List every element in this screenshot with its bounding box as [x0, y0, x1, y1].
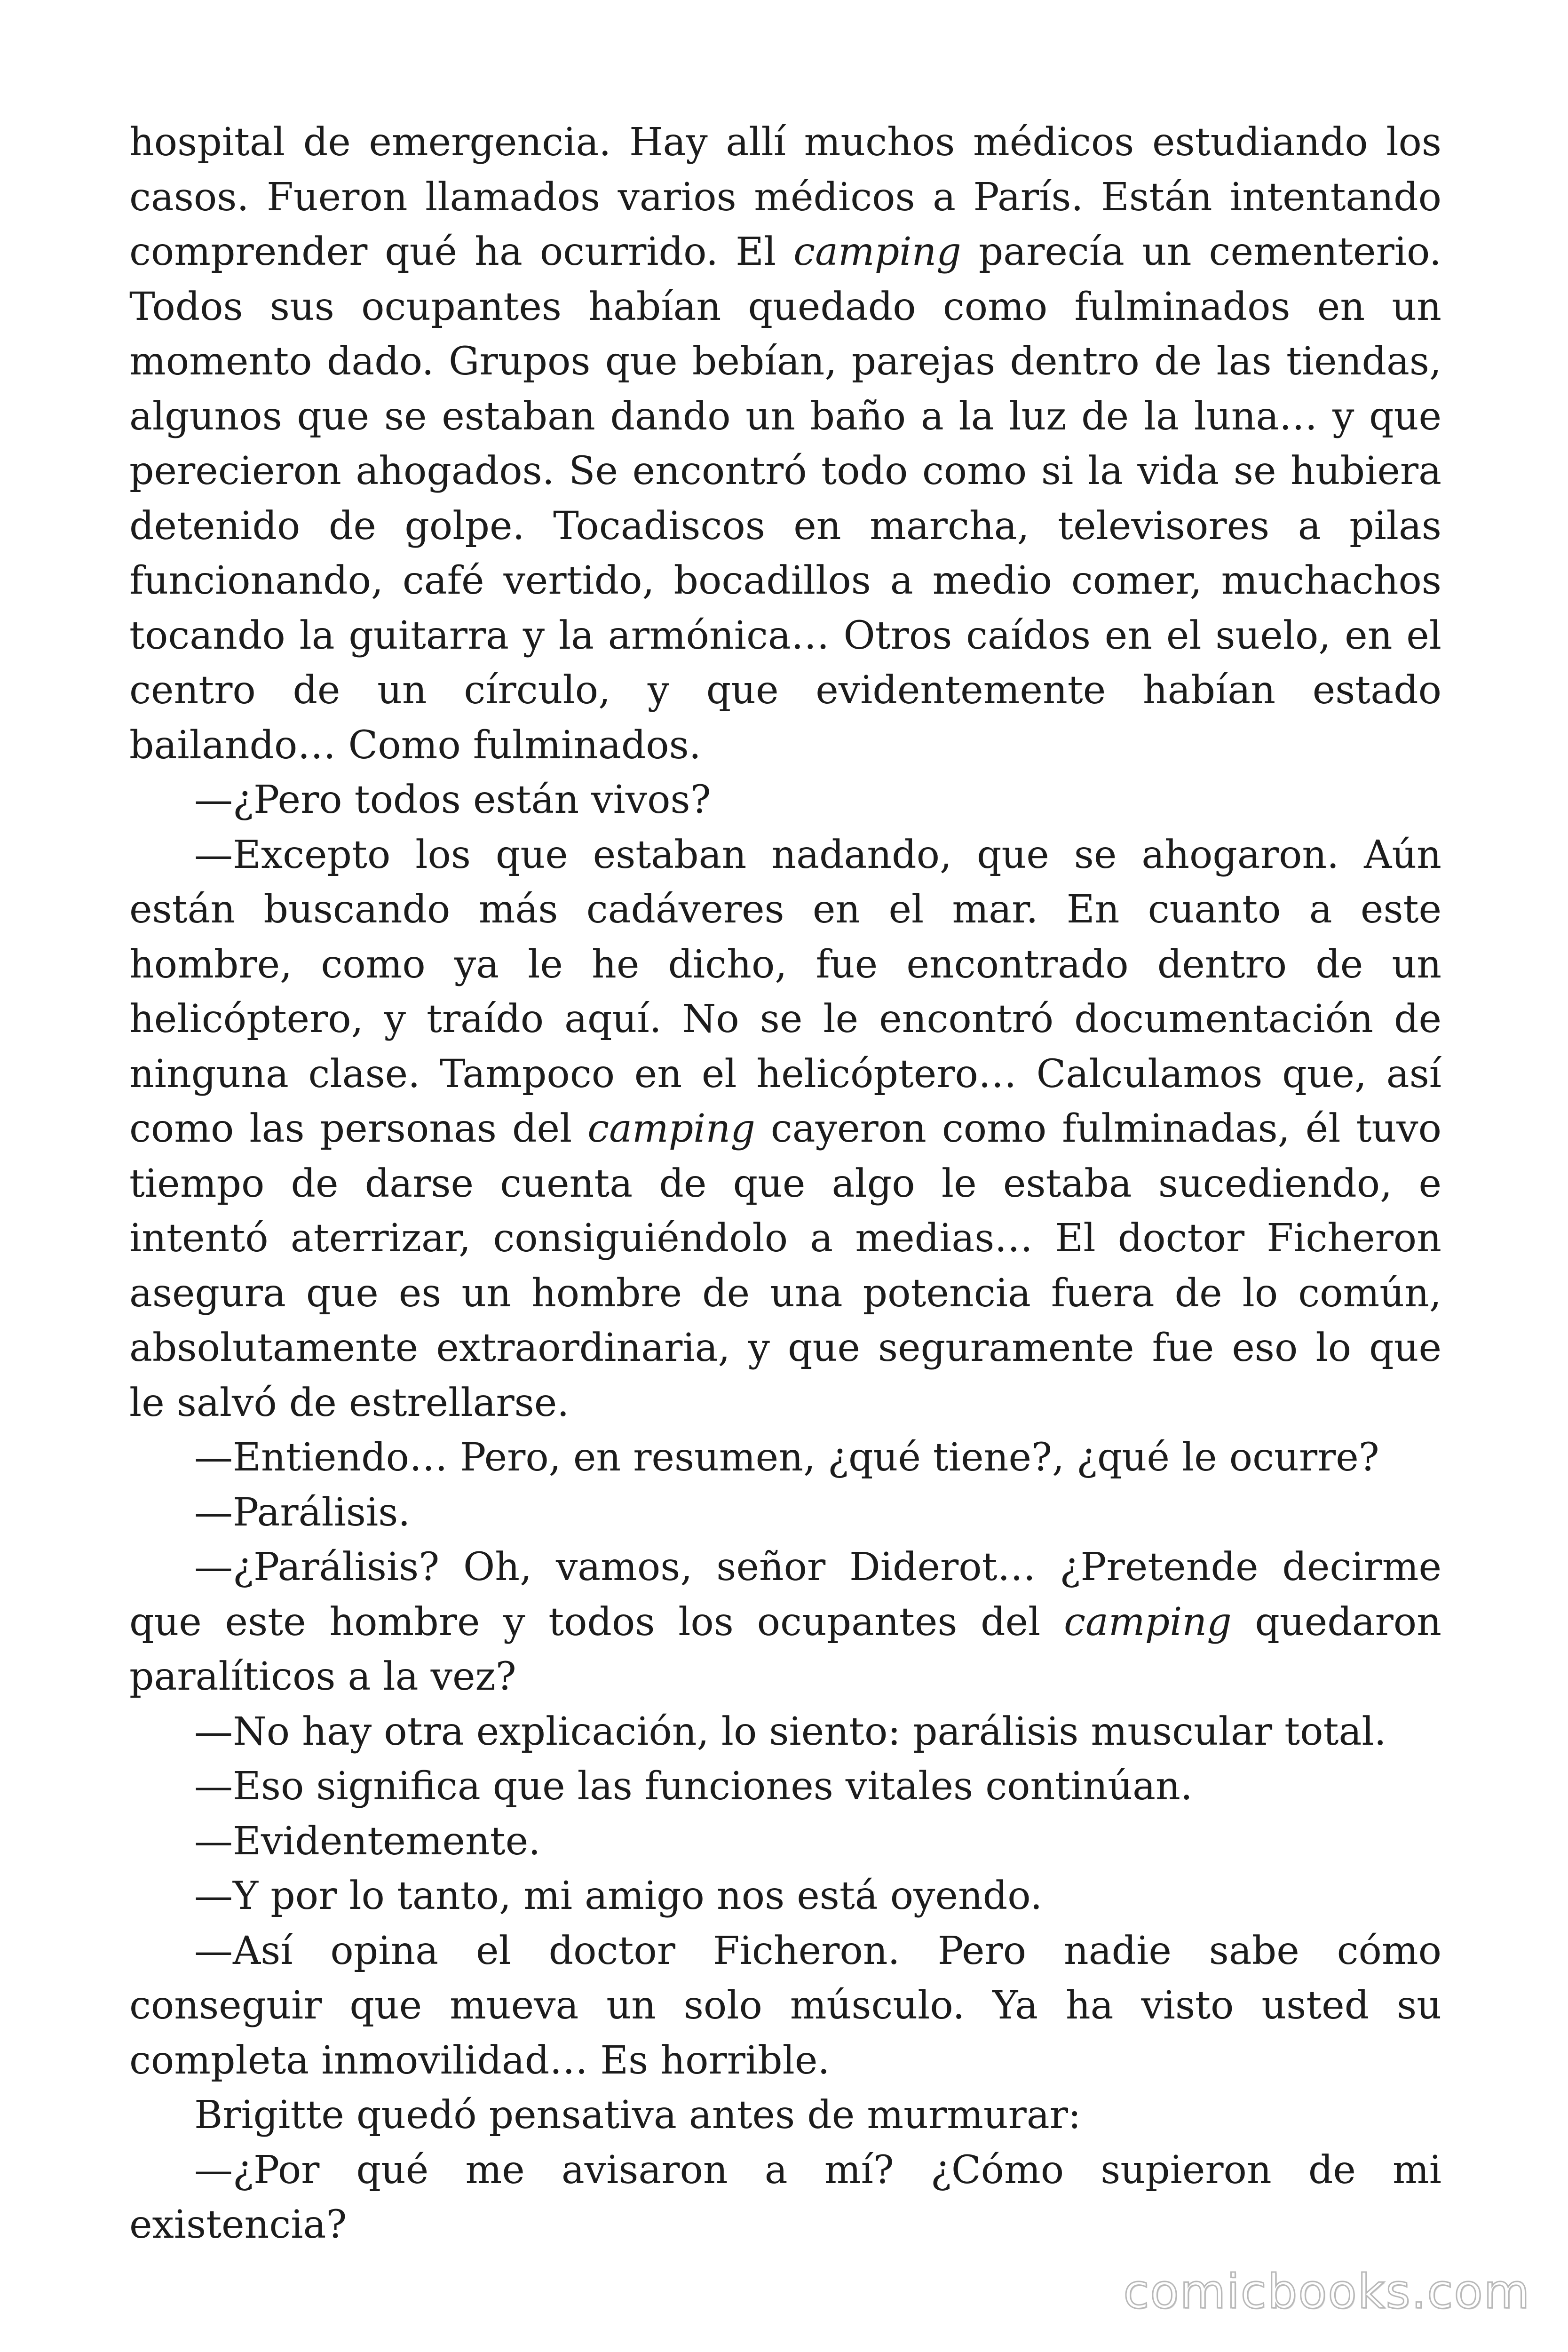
dialogue-line: —No hay otra explicación, lo siento: parálisis muscular total.: [194, 1709, 1386, 1754]
paragraph: hospital de emergencia. Hay allí muchos médicos estudiando los casos. Fueron llamados varios médicos a París. Están intentando comprender qué ha ocurrido. El camping parecía un cementerio. Todos sus ocupantes habían quedado como fulminados en un momento dado. Grupos que bebían, parejas dentro de las tiendas, algunos que se estaban dando un baño a la luz de la luna… y que perecieron ahogados. Se encontró todo como si la vida se hubiera detenido de golpe. Tocadiscos en marcha, televisores a pilas funcionando, café vertido, bocadillos a medio comer, muchachos tocando la guitarra y la armónica… Otros caídos en el suelo, en el centro de un círculo, y que evidentemente habían estado bailando… Como fulminados.: [129, 120, 1441, 768]
dialogue-line: —¿Parálisis? Oh, vamos, señor Diderot… ¿Pretende decirme que este hombre y todos los ocupantes del camping quedaron paralíticos a la vez?: [129, 1545, 1441, 1699]
italic-word: camping: [793, 230, 961, 274]
dialogue-line: —¿Pero todos están vivos?: [194, 778, 711, 822]
dialogue-line: —Excepto los que estaban nadando, que se ahogaron. Aún están buscando más cadáveres en el mar. En cuanto a este hombre, como ya le he dicho, fue encontrado dentro de un helicóptero, y traído aquí. No se le encontró documentación de ninguna clase. Tampoco en el helicóptero… Calculamos que, así como las personas del camping cayeron como fulminadas, él tuvo tiempo de darse cuenta de que algo le estaba sucediendo, e intentó aterrizar, consiguiéndolo a medias… El doctor Ficheron asegura que es un hombre de una potencia fuera de lo común, absolutamente extraordinaria, y que seguramente fue eso lo que le salvó de estrellarse.: [129, 832, 1441, 1425]
dialogue-line: —Así opina el doctor Ficheron. Pero nadie sabe cómo conseguir que mueva un solo músculo. Ya ha visto usted su completa inmovilidad… Es horrible.: [129, 1928, 1441, 2083]
dialogue-line: —Evidentemente.: [194, 1819, 541, 1864]
dialogue-line: —Eso significa que las funciones vitales continúan.: [194, 1764, 1193, 1809]
narration-line: Brigitte quedó pensativa antes de murmurar:: [194, 2093, 1081, 2137]
italic-word: camping: [1064, 1599, 1232, 1645]
italic-word: camping: [587, 1106, 755, 1151]
watermark-text: comicbooks.com: [1123, 2264, 1530, 2319]
page-body: [129, 115, 1441, 2253]
dialogue-line: —¿Por qué me avisaron a mí? ¿Cómo supieron de mi existencia?: [129, 2147, 1441, 2247]
dialogue-line: —Entiendo… Pero, en resumen, ¿qué tiene?, ¿qué le ocurre?: [194, 1435, 1379, 1480]
dialogue-line: —Y por lo tanto, mi amigo nos está oyendo.: [194, 1874, 1043, 1918]
dialogue-line: —Parálisis.: [194, 1490, 411, 1535]
